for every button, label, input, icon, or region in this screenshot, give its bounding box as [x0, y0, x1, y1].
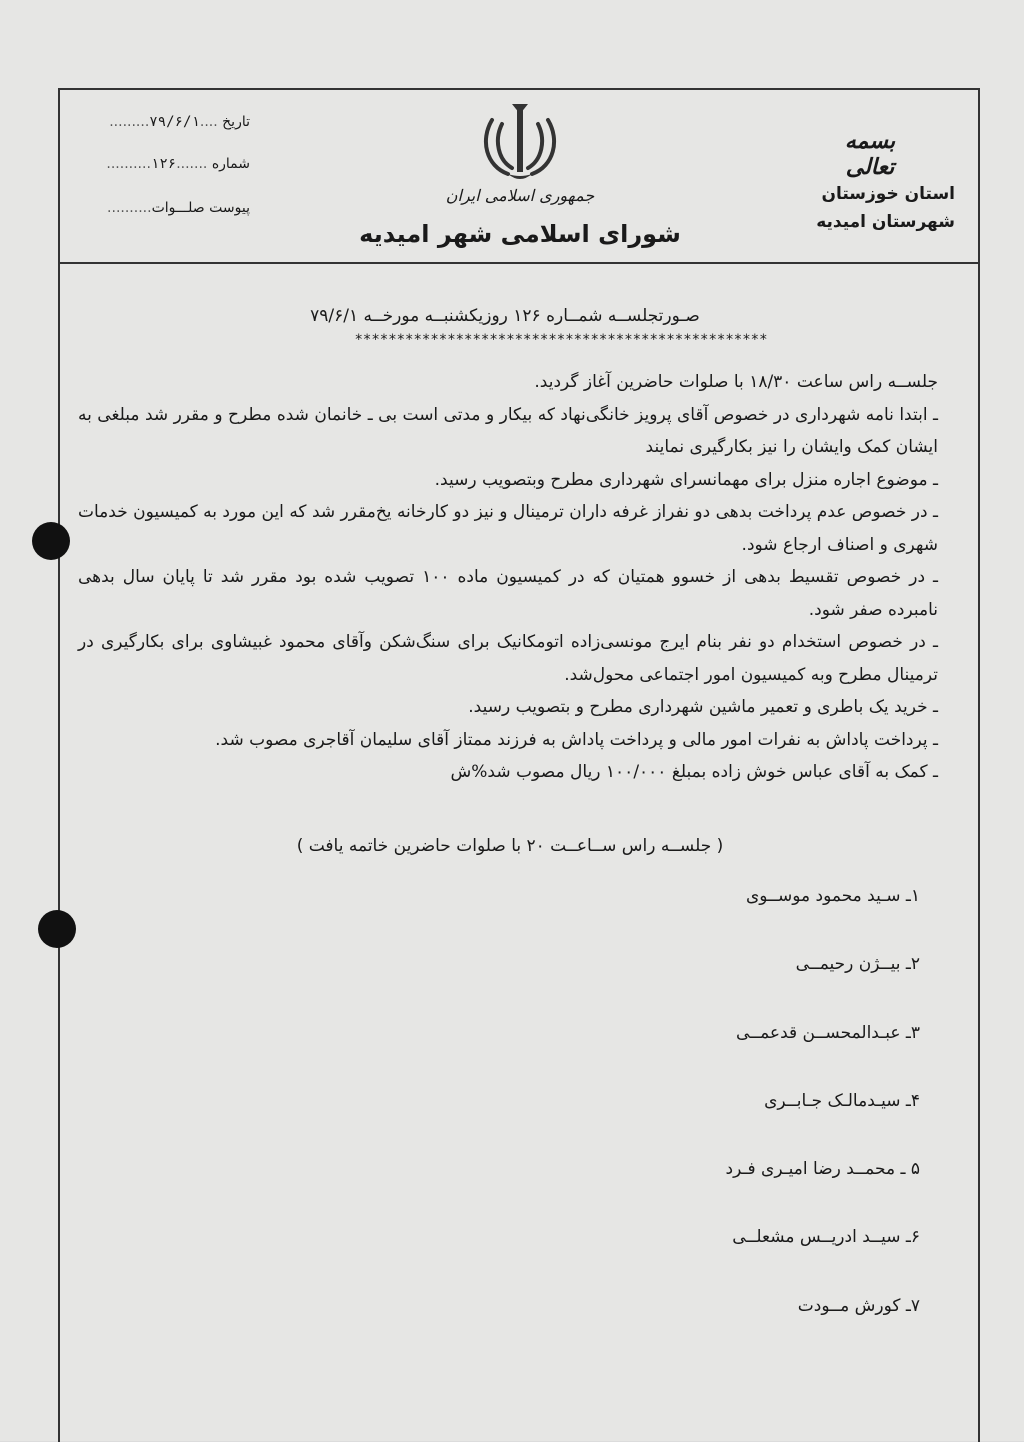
- attachment-label: پیوست: [209, 200, 250, 216]
- signatory-item: ۶ـ سیــد ادریــس مشعلــی: [732, 1227, 920, 1248]
- header-divider: [58, 262, 978, 264]
- attachment-value: صلـــوات: [151, 200, 205, 216]
- county-name: شهرستان امیدیه: [816, 212, 955, 232]
- republic-name: جمهوری اسلامی ایران: [445, 186, 595, 205]
- iran-emblem-icon: [478, 100, 562, 184]
- minutes-paragraph: ـ کمک به آقای عباس خوش زاده بمبلغ ۱۰۰/۰۰۰ ریال مصوب شد%ش: [450, 762, 938, 782]
- signatory-item: ۱ـ سـید محمود موســوی: [745, 886, 920, 906]
- signatory-item: ۳ـ عبـدالمحســن قدعمــی: [735, 1022, 920, 1043]
- minutes-paragraph: ـ در خصوص استخدام دو نفر بنام ایرج مونسی‌زاده اتومکانیک برای سنگ‌شکن وآقای محمود غبیشاوی برای بکارگیری در ترمینال مطرح وبه کمیسیون امور اجتماعی محول‌شد.: [78, 632, 938, 685]
- date-field: تاریخ ....۷۹/۶/۱.........: [109, 114, 250, 130]
- minutes-paragraph: ـ در خصوص تقسیط بدهی از خسوو همتیان که در کمیسیون ماده ۱۰۰ تصویب شده بود مقرر شد تا پایان سال بدهی نامبرده صفر شود.: [78, 567, 938, 620]
- signatory-item: ۲ـ بیــژن رحیمــی: [795, 954, 920, 975]
- province-block: [790, 180, 955, 236]
- minutes-title: صـورتجلســه شمــاره ۱۲۶ روزیکشنبــه مورخــه ۷۹/۶/۱: [310, 306, 700, 326]
- number-field: شماره .......۱۲۶..........: [106, 156, 250, 172]
- punch-hole: [32, 522, 70, 560]
- minutes-paragraph: جلســه راس ساعت ۱۸/۳۰ با صلوات حاضرین آغاز گردید.: [534, 372, 938, 392]
- minutes-paragraph: ـ موضوع اجاره منزل برای مهمانسرای شهرداری مطرح وبتصویب رسید.: [434, 469, 938, 490]
- date-value: ۷۹/۶/۱: [149, 114, 200, 130]
- attachment-field: پیوست صلـــوات..........: [107, 200, 250, 216]
- number-label: شماره: [211, 156, 250, 172]
- number-value: ۱۲۶: [150, 156, 177, 172]
- signatory-item: ۷ـ کورش مــودت: [797, 1295, 920, 1316]
- title-separator: *************************************************: [354, 332, 768, 348]
- bismillah-heading: بسمه تعالی: [844, 128, 896, 180]
- signatory-item: ۴ـ سیـدمالـک جـابــری: [764, 1090, 920, 1111]
- signatory-item: ۵ ـ محمــد رضا امیـری فـرد: [725, 1159, 920, 1180]
- closing-note: ( جلســه راس ســاعــت ۲۰ با صلوات حاضرین خاتمه یافت ): [296, 836, 724, 856]
- punch-hole: [38, 910, 76, 948]
- province-name: استان خوزستان: [821, 184, 955, 204]
- council-title: شورای اسلامی شهر امیدیه: [359, 220, 681, 248]
- minutes-paragraph: ـ خرید یک باطری و تعمیر ماشین شهرداری مطرح و بتصویب رسید.: [468, 697, 938, 717]
- minutes-body: [78, 366, 938, 789]
- minutes-paragraph: ـ در خصوص عدم پرداخت بدهی دو نفراز غرفه داران ترمینال و نیز دو کارخانه یخ‌مقرر شد که این مورد به کمیسیون خدمات شهری و اصناف ارجاع شود.: [78, 502, 938, 555]
- signatory-list: [600, 878, 920, 1356]
- minutes-paragraph: ـ ابتدا نامه شهرداری در خصوص آقای پرویز خانگی‌نهاد که بیکار و مدتی است بی ـ خانمان شده مطرح و مقرر شد مبلغی به ایشان کمک وایشان را نیز بکارگیری نمایند: [78, 404, 938, 457]
- minutes-paragraph: ـ پرداخت پاداش به نفرات امور مالی و پرداخت پاداش به فرزند ممتاز آقای سلیمان آقاجری مصوب شد.: [215, 729, 938, 750]
- date-label: تاریخ: [222, 114, 250, 130]
